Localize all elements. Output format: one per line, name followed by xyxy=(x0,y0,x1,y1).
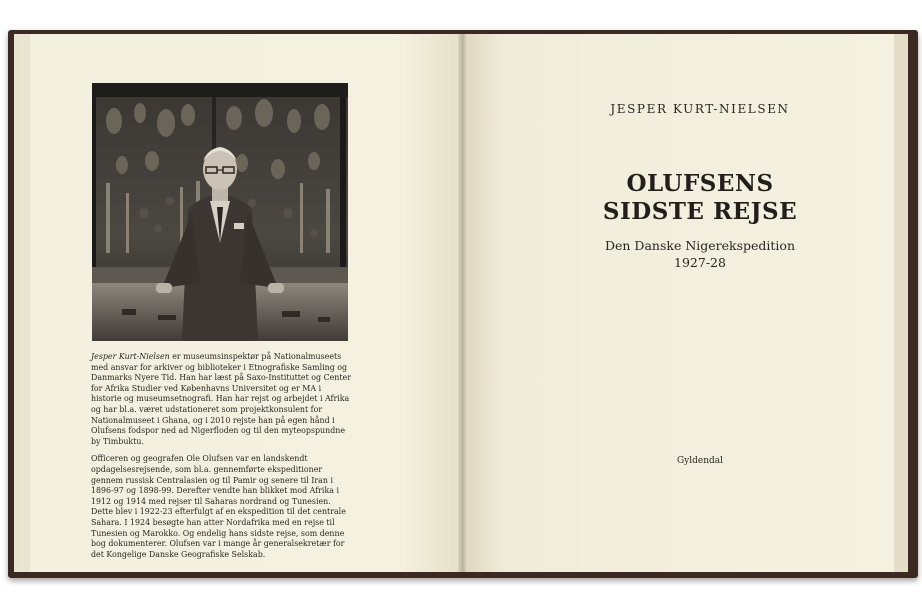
left-page-caption xyxy=(91,352,353,567)
author-photo xyxy=(92,83,348,341)
book-subtitle-line-2: 1927-28 xyxy=(674,255,726,270)
author-bio-paragraph xyxy=(91,352,353,447)
book-title-line-1: OLUFSENS xyxy=(626,170,774,197)
author-name: JESPER KURT-NIELSEN xyxy=(610,102,790,116)
book-subtitle-line-1: Den Danske Nigerekspedition xyxy=(604,238,796,253)
book-subtitle xyxy=(560,237,840,271)
book-title-line-2: SIDSTE REJSE xyxy=(602,198,798,225)
author-bio-text: er museumsinspektør på Nationalmuseets med ansvar for arkiver og biblioteker i Etnografiske Samling og Danmarks Nyere Tid. Han har læst på Saxo-Instituttet og Center for Afrika Studier ved Københavns Universitet og er MA i historie og museumsetnografi. Han har rejst og arbejdet i Afrika og har bl.a. været udstationeret som projektkonsulent for Nationalmuseet i Ghana, og i 2010 rejste han på egen hånd i Olufsens fodspor ned ad Nigerfloden og til den myteopspundne by Timbuktu. xyxy=(91,352,351,446)
book-title xyxy=(560,170,840,226)
publisher-name: Gyldendal xyxy=(676,456,724,466)
book-gutter xyxy=(458,34,466,572)
olufsen-bio-paragraph: Officeren og geografen Ole Olufsen var en landskendt opdagelsesrejsende, som bl.a. gennemførte ekspeditioner gennem russisk Centralasien og til Pamir og senere til Iran i 1896-97 og 1898-99. Derefter vendte han blikket mod Afrika i 1912 og 1914 med rejser til Saharas nordrand og Tunesien. Dette blev i 1922-23 efterfulgt af en ekspedition til det centrale Sahara. I 1924 besøgte han atter Nordafrika med en rejse til Tunesien og Marokko. Og endelig hans sidste rejse, som denne bog dokumenterer. Olufsen var i mange år generalsekretær for det Kongelige Danske Geografiske Selskab. xyxy=(91,454,346,559)
right-page-edges xyxy=(894,34,908,572)
author-bio-name: Jesper Kurt-Nielsen xyxy=(91,352,170,361)
